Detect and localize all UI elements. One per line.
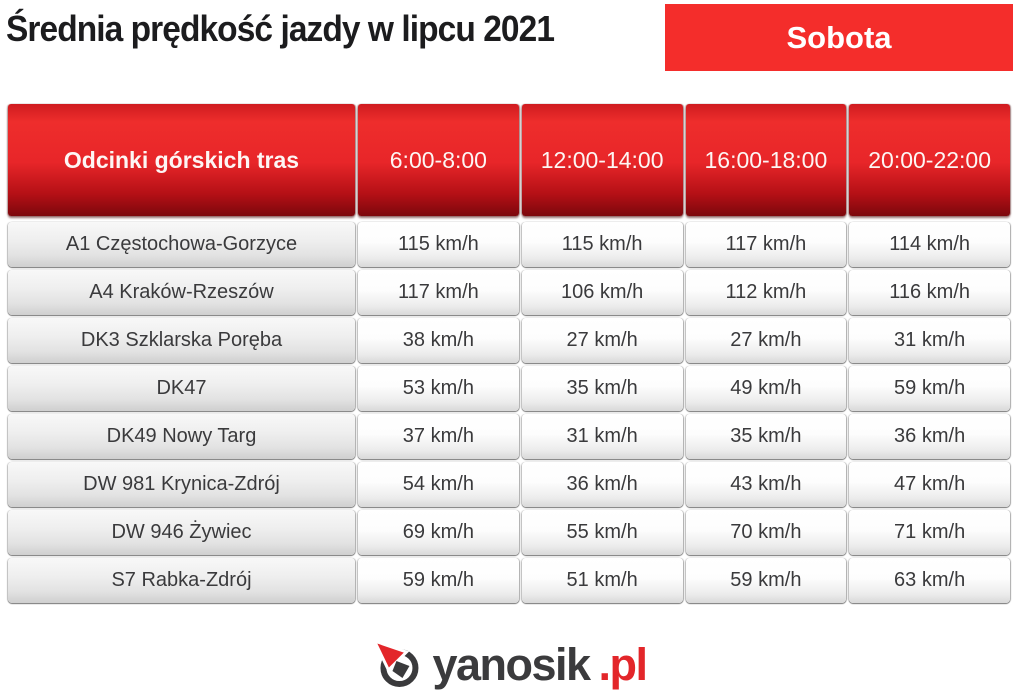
speed-cell: 35 km/h [686,414,847,459]
table-header-row [8,104,1010,216]
speed-cell: 63 km/h [849,558,1010,603]
speed-cell: 112 km/h [686,270,847,315]
page-title: Średnia prędkość jazdy w lipcu 2021 [6,8,555,49]
logo-text: yanosik [432,638,590,690]
logo-tld: .pl [598,638,647,690]
speed-cell: 31 km/h [849,318,1010,363]
speed-cell: 36 km/h [849,414,1010,459]
speed-cell: 27 km/h [522,318,683,363]
table-row [8,510,1010,555]
speed-cell: 47 km/h [849,462,1010,507]
table-row [8,366,1010,411]
speed-cell: 70 km/h [686,510,847,555]
speed-cell: 37 km/h [358,414,519,459]
speed-table [8,104,1010,606]
column-header-timeslot: 20:00-22:00 [849,104,1010,216]
speed-cell: 114 km/h [849,222,1010,267]
route-cell: A1 Częstochowa-Gorzyce [8,222,355,267]
table-row [8,462,1010,507]
route-cell: S7 Rabka-Zdrój [8,558,355,603]
speed-cell: 31 km/h [522,414,683,459]
speed-cell: 71 km/h [849,510,1010,555]
route-cell: A4 Kraków-Rzeszów [8,270,355,315]
column-header-timeslot: 12:00-14:00 [522,104,683,216]
speed-cell: 49 km/h [686,366,847,411]
route-cell: DW 946 Żywiec [8,510,355,555]
column-header-timeslot: 6:00-8:00 [358,104,519,216]
speed-cell: 43 km/h [686,462,847,507]
speed-cell: 53 km/h [358,366,519,411]
table-row [8,222,1010,267]
speed-cell: 116 km/h [849,270,1010,315]
speed-cell: 69 km/h [358,510,519,555]
speed-cell: 106 km/h [522,270,683,315]
route-cell: DW 981 Krynica-Zdrój [8,462,355,507]
route-cell: DK49 Nowy Targ [8,414,355,459]
route-cell: DK3 Szklarska Poręba [8,318,355,363]
speed-cell: 38 km/h [358,318,519,363]
table-body [8,222,1010,603]
yanosik-logo [371,638,646,690]
table-row [8,558,1010,603]
speed-cell: 36 km/h [522,462,683,507]
speed-cell: 117 km/h [686,222,847,267]
speed-cell: 51 km/h [522,558,683,603]
table-row [8,318,1010,363]
speed-cell: 59 km/h [686,558,847,603]
column-header-timeslot: 16:00-18:00 [686,104,847,216]
speed-cell: 59 km/h [358,558,519,603]
speed-cell: 54 km/h [358,462,519,507]
speed-cell: 27 km/h [686,318,847,363]
table-row [8,414,1010,459]
column-header-routes: Odcinki górskich tras [8,104,355,216]
speed-cell: 115 km/h [358,222,519,267]
speed-cell: 115 km/h [522,222,683,267]
route-cell: DK47 [8,366,355,411]
speed-cell: 117 km/h [358,270,519,315]
speed-cell: 55 km/h [522,510,683,555]
day-badge: Sobota [665,4,1013,71]
speed-cell: 59 km/h [849,366,1010,411]
yanosik-navigation-arrow-icon [371,638,423,690]
speed-cell: 35 km/h [522,366,683,411]
table-row [8,270,1010,315]
